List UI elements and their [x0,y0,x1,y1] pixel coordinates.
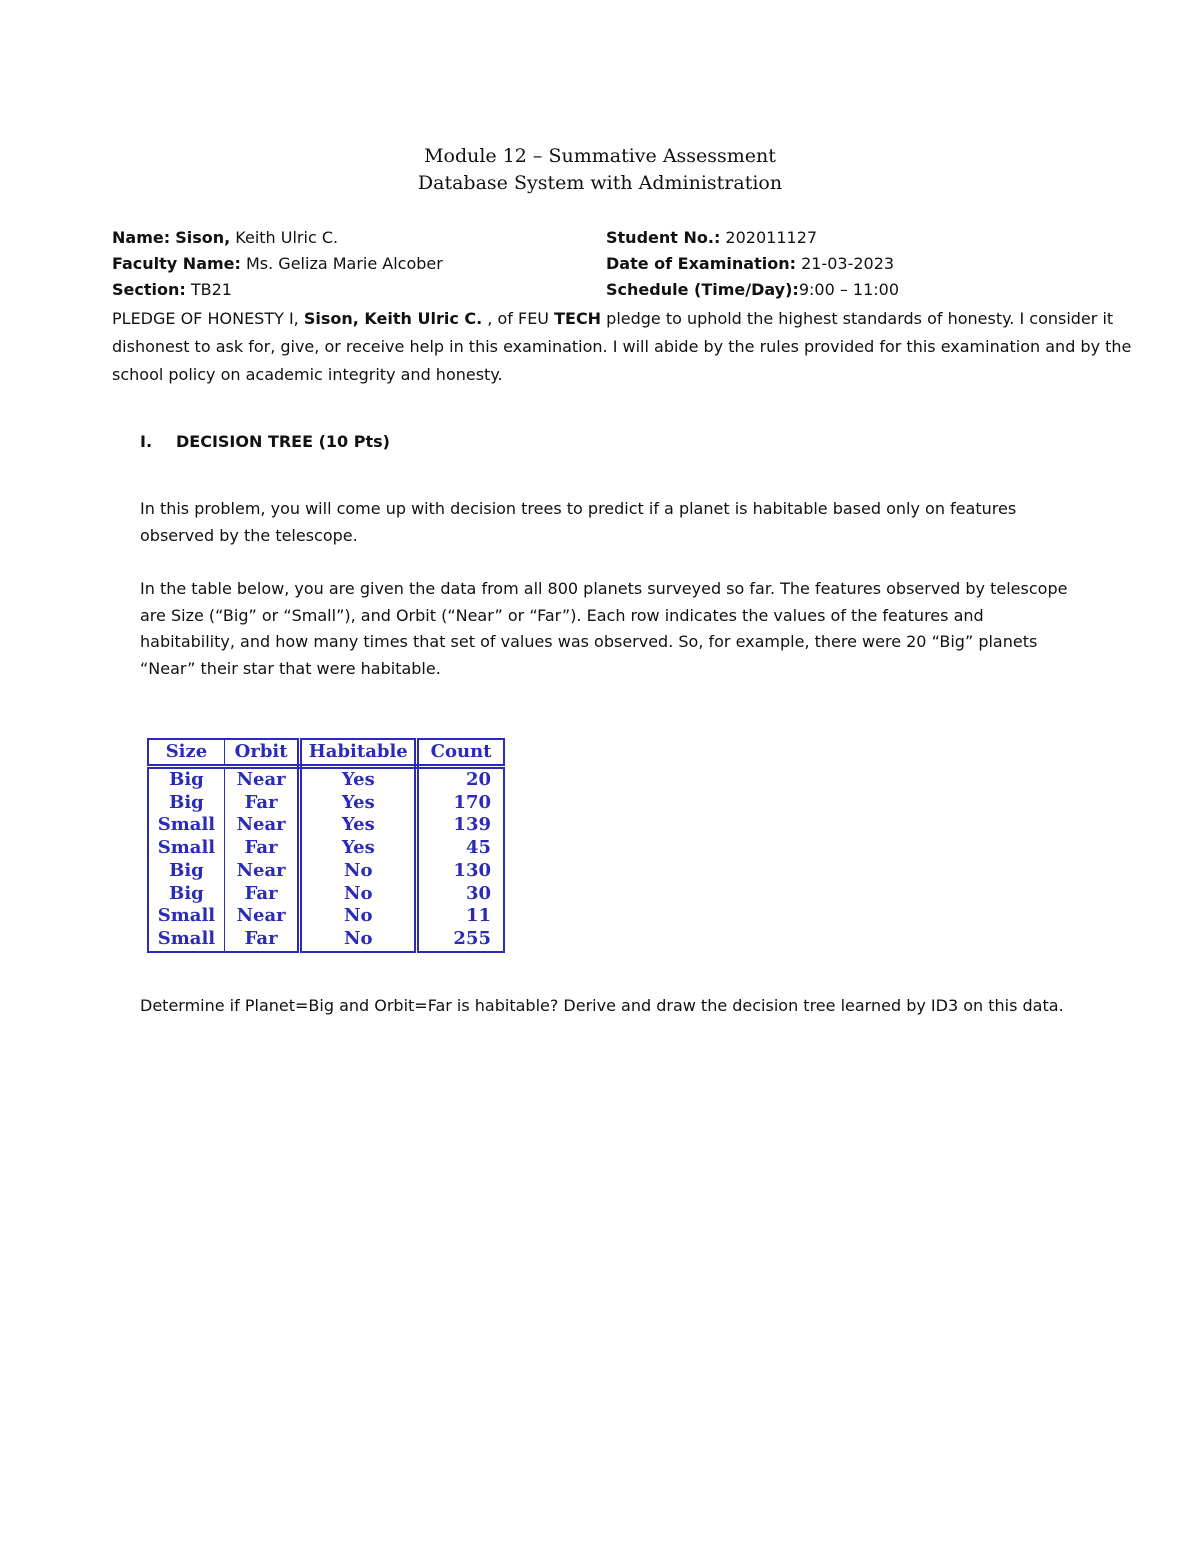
table-row [148,883,504,906]
date-label: Date of Examination: [606,254,796,273]
section-field [112,280,232,300]
pledge-text-3: pledge to uphold the highest standards of honesty. I consider it dishonest to ask for, give, or receive help in this examination. I will abide by the rules provided for this examination and by the school policy on academic integrity and honesty. [112,309,1132,384]
table-row [148,928,504,952]
table-row [148,814,504,837]
cell-habitable: Yes [300,767,417,792]
honesty-pledge [112,305,1162,389]
cell-size: Big [148,883,224,906]
schedule-value: 9:00 – 11:00 [798,280,900,299]
cell-size: Small [148,905,224,928]
section-value: TB21 [185,280,232,299]
name-bold: Sison, [175,228,231,247]
page-subtitle: Database System with Administration [417,172,783,194]
cell-orbit: Near [224,860,299,883]
faculty-value: Ms. Geliza Marie Alcober [240,254,443,273]
cell-count: 11 [417,905,504,928]
cell-orbit: Near [224,905,299,928]
column-header-count: Count [417,739,504,767]
planet-data-table-container [147,738,505,952]
planet-data-table [147,738,505,953]
pledge-name: Sison, Keith Ulric C. [303,309,483,328]
cell-habitable: Yes [300,792,417,815]
cell-orbit: Far [224,928,299,952]
date-field [606,254,894,274]
cell-orbit: Near [224,814,299,837]
cell-habitable: No [300,905,417,928]
pledge-text-2: , of FEU [482,309,555,328]
cell-count: 139 [417,814,504,837]
student-no-field [606,228,817,248]
table-header-row [148,739,504,767]
cell-orbit: Far [224,883,299,906]
table-row [148,860,504,883]
name-label: Name: [112,228,171,247]
cell-count: 170 [417,792,504,815]
faculty-field [112,254,443,274]
cell-size: Small [148,814,224,837]
section-title: DECISION TREE (10 Pts) [176,432,390,451]
column-header-size: Size [148,739,224,767]
cell-habitable: No [300,883,417,906]
cell-count: 45 [417,837,504,860]
cell-orbit: Far [224,837,299,860]
table-body [148,767,504,952]
section-label: Section: [112,280,186,299]
name-value: Keith Ulric C. [230,228,339,247]
pledge-text-1: PLEDGE OF HONESTY I, [112,309,304,328]
section-number: I. [140,432,153,451]
student-no-label: Student No.: [606,228,721,247]
schedule-field [606,280,899,300]
schedule-label: Schedule (Time/Day): [606,280,799,299]
table-row [148,767,504,792]
cell-size: Big [148,792,224,815]
name-field [112,228,338,248]
cell-habitable: Yes [300,814,417,837]
cell-habitable: Yes [300,837,417,860]
table-row [148,837,504,860]
cell-size: Small [148,837,224,860]
cell-size: Big [148,860,224,883]
column-header-habitable: Habitable [300,739,417,767]
table-row [148,792,504,815]
section-heading [140,432,390,451]
date-value: 21-03-2023 [795,254,895,273]
column-header-orbit: Orbit [224,739,299,767]
cell-count: 255 [417,928,504,952]
page-title: Module 12 – Summative Assessment [424,145,776,167]
intro-paragraph: In this problem, you will come up with decision trees to predict if a planet is habitable based only on features observed by the telescope. [140,499,1017,545]
faculty-label: Faculty Name: [112,254,241,273]
cell-count: 130 [417,860,504,883]
cell-count: 30 [417,883,504,906]
cell-habitable: No [300,860,417,883]
cell-orbit: Near [224,767,299,792]
cell-habitable: No [300,928,417,952]
table-row [148,905,504,928]
question-paragraph: Determine if Planet=Big and Orbit=Far is habitable? Derive and draw the decision tree learned by ID3 on this data. [140,996,1064,1015]
student-no-value: 202011127 [720,228,818,247]
cell-orbit: Far [224,792,299,815]
cell-size: Big [148,767,224,792]
cell-size: Small [148,928,224,952]
pledge-school: TECH [554,309,602,328]
cell-count: 20 [417,767,504,792]
table-description-paragraph: In the table below, you are given the data from all 800 planets surveyed so far. The features observed by telescope are Size (“Big” or “Small”), and Orbit (“Near” or “Far”). Each row indicates the values of the features and habitability, and how many times that set of values was observed. So, for example, there were 20 “Big” planets “Near” their star that were habitable. [140,579,1068,678]
